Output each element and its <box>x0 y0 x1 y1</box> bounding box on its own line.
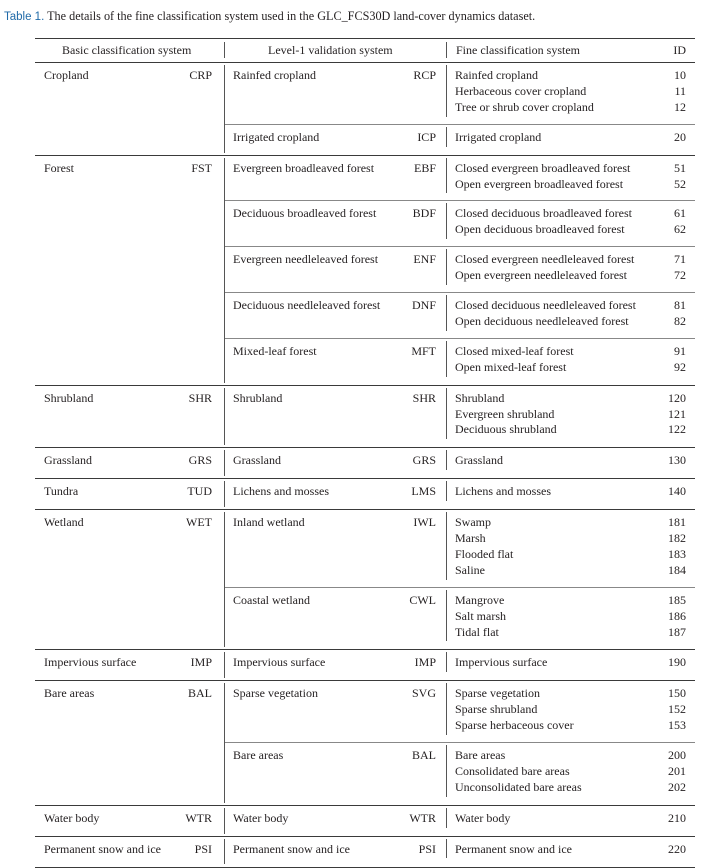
basic-class-name: Bare areas <box>44 686 95 701</box>
fine-class-name: Swamp <box>455 515 491 530</box>
fine-class-id: 122 <box>668 422 686 437</box>
level1-class-code: CWL <box>409 592 436 607</box>
level1-class-name: Shrubland <box>233 390 283 405</box>
subgroup-divider <box>446 808 447 828</box>
header-divider <box>224 42 225 58</box>
fine-class-id: 190 <box>668 655 686 670</box>
fine-class-name: Rainfed cropland <box>455 68 538 82</box>
level1-class-code: SVG <box>411 686 436 701</box>
basic-class-name: Grassland <box>44 453 92 468</box>
basic-class-name: Wetland <box>44 515 84 530</box>
fine-class-name: Salt marsh <box>455 608 506 623</box>
fine-class-name: Grassland <box>455 453 503 468</box>
fine-class-name: Water body <box>455 810 511 825</box>
level1-class-code: BDF <box>412 206 436 221</box>
fine-class-id: 51 <box>674 160 686 175</box>
level1-class-name: Deciduous broadleaved forest <box>233 206 377 221</box>
fine-class-name: Saline <box>455 562 485 577</box>
basic-class-name: Tundra <box>44 484 79 499</box>
subgroup-rule <box>224 338 695 339</box>
level1-class-name: Evergreen broadleaved forest <box>233 160 375 175</box>
group-divider <box>224 388 225 446</box>
subgroup-divider <box>446 203 447 239</box>
subgroup-divider <box>446 341 447 377</box>
level1-class-name: Bare areas <box>233 748 284 762</box>
subgroup-rule <box>224 124 695 125</box>
fine-class-name: Open deciduous broadleaved forest <box>455 222 625 237</box>
fine-class-id: 10 <box>674 68 686 82</box>
fine-class-id: 52 <box>674 176 686 191</box>
level1-class-code: SHR <box>412 390 436 405</box>
fine-class-name: Open deciduous needleleaved forest <box>455 313 629 328</box>
fine-class-name: Open evergreen broadleaved forest <box>455 176 624 191</box>
fine-class-name: Closed mixed-leaf forest <box>455 343 574 358</box>
basic-class-name: Water body <box>44 810 100 825</box>
group-divider <box>224 158 225 383</box>
basic-class-code: FST <box>191 160 212 175</box>
fine-class-id: 92 <box>674 359 686 374</box>
level1-class-name: Water body <box>233 810 289 825</box>
basic-class-code: IMP <box>190 655 212 670</box>
level1-class-code: MFT <box>411 343 436 358</box>
basic-class-code: GRS <box>188 453 212 468</box>
fine-class-name: Tidal flat <box>455 624 499 639</box>
basic-class-name: Permanent snow and ice <box>44 841 161 856</box>
level1-class-code: RCP <box>413 68 436 82</box>
subgroup-rule <box>224 742 695 743</box>
fine-class-id: 130 <box>668 453 686 468</box>
fine-class-name: Closed evergreen broadleaved forest <box>455 160 631 175</box>
fine-class-id: 184 <box>668 562 686 577</box>
basic-class-name: Forest <box>44 160 74 175</box>
level1-class-code: LMS <box>411 484 436 499</box>
level1-class-name: Permanent snow and ice <box>233 841 350 856</box>
fine-class-id: 62 <box>674 222 686 237</box>
fine-class-name: Open evergreen needleleaved forest <box>455 268 628 283</box>
fine-class-name: Closed deciduous needleleaved forest <box>455 298 636 312</box>
subgroup-divider <box>446 512 447 580</box>
basic-class-code: WTR <box>185 810 212 825</box>
level1-class-name: Lichens and mosses <box>233 484 329 499</box>
subgroup-divider <box>446 158 447 194</box>
fine-class-id: 220 <box>668 841 686 856</box>
table-caption-label: Table 1. <box>4 11 45 23</box>
fine-class-id: 182 <box>668 531 686 545</box>
level1-class-code: WTR <box>409 810 436 825</box>
group-divider <box>224 683 225 802</box>
fine-class-id: 20 <box>674 129 686 144</box>
group-rule <box>35 836 695 837</box>
fine-class-id: 11 <box>674 83 686 98</box>
group-rule <box>35 649 695 650</box>
level1-class-name: Irrigated cropland <box>233 129 320 144</box>
level1-class-code: ICP <box>417 129 436 144</box>
level1-class-code: PSI <box>418 841 436 856</box>
fine-class-id: 81 <box>674 298 686 312</box>
group-rule <box>35 867 695 868</box>
fine-class-name: Lichens and mosses <box>455 484 551 499</box>
subgroup-divider <box>446 127 447 147</box>
basic-class-name: Cropland <box>44 68 89 82</box>
subgroup-divider <box>446 652 447 672</box>
level1-class-name: Inland wetland <box>233 515 305 530</box>
fine-class-id: 181 <box>668 515 686 530</box>
group-divider <box>224 65 225 153</box>
level1-class-code: ENF <box>413 252 436 267</box>
basic-class-code: CRP <box>189 68 212 82</box>
fine-class-id: 183 <box>668 546 686 561</box>
fine-class-name: Unconsolidated bare areas <box>455 779 582 794</box>
fine-class-id: 200 <box>668 748 686 762</box>
group-divider <box>224 450 225 476</box>
subgroup-divider <box>446 683 447 735</box>
level1-class-name: Sparse vegetation <box>233 686 318 701</box>
header-rule <box>35 62 695 63</box>
level1-class-name: Deciduous needleleaved forest <box>233 298 381 312</box>
basic-class-name: Impervious surface <box>44 655 137 670</box>
header-fine: Fine classification system <box>456 43 580 57</box>
group-rule <box>35 509 695 510</box>
fine-class-name: Irrigated cropland <box>455 129 542 144</box>
fine-class-name: Herbaceous cover cropland <box>455 83 587 98</box>
fine-class-name: Bare areas <box>455 748 506 762</box>
fine-class-id: 82 <box>674 313 686 328</box>
level1-class-code: EBF <box>413 160 436 175</box>
fine-class-name: Closed deciduous broadleaved forest <box>455 206 632 221</box>
fine-class-id: 202 <box>668 779 686 794</box>
fine-class-id: 121 <box>668 406 686 421</box>
subgroup-divider <box>446 249 447 285</box>
group-rule <box>35 478 695 479</box>
basic-class-code: BAL <box>188 686 212 701</box>
fine-class-name: Sparse shrubland <box>455 702 538 717</box>
fine-class-name: Sparse vegetation <box>455 686 540 701</box>
group-rule <box>35 680 695 681</box>
level1-class-code: BAL <box>412 748 436 762</box>
fine-class-name: Closed evergreen needleleaved forest <box>455 252 635 267</box>
fine-class-name: Deciduous shrubland <box>455 422 557 437</box>
header-level1: Level-1 validation system <box>268 43 393 57</box>
basic-class-code: WET <box>186 515 212 530</box>
subgroup-divider <box>446 590 447 642</box>
fine-class-id: 61 <box>674 206 686 221</box>
header-basic: Basic classification system <box>62 43 192 57</box>
fine-class-id: 150 <box>668 686 686 701</box>
basic-class-code: SHR <box>188 390 212 405</box>
level1-class-code: GRS <box>412 453 436 468</box>
fine-class-name: Sparse herbaceous cover <box>455 718 574 733</box>
header-divider <box>446 42 447 58</box>
fine-class-name: Shrubland <box>455 390 505 405</box>
level1-class-code: IMP <box>414 655 436 670</box>
fine-class-name: Mangrove <box>455 592 505 607</box>
fine-class-id: 72 <box>674 268 686 283</box>
basic-class-name: Shrubland <box>44 390 94 405</box>
level1-class-name: Evergreen needleleaved forest <box>233 252 379 267</box>
level1-class-name: Grassland <box>233 453 281 468</box>
fine-class-name: Consolidated bare areas <box>455 763 570 778</box>
header-id: ID <box>673 43 686 57</box>
level1-class-name: Coastal wetland <box>233 592 310 607</box>
group-divider <box>224 808 225 834</box>
table-caption-text: The details of the fine classification system used in the GLC_FCS30D land-cover dynamics dataset. <box>47 9 536 23</box>
fine-class-name: Evergreen shrubland <box>455 406 555 421</box>
subgroup-divider <box>446 839 447 859</box>
subgroup-rule <box>224 246 695 247</box>
subgroup-divider <box>446 388 447 440</box>
level1-class-name: Rainfed cropland <box>233 68 316 82</box>
fine-class-name: Impervious surface <box>455 655 548 670</box>
group-divider <box>224 652 225 678</box>
fine-class-id: 186 <box>668 608 686 623</box>
fine-class-id: 12 <box>674 99 686 114</box>
level1-class-name: Impervious surface <box>233 655 326 670</box>
fine-class-name: Open mixed-leaf forest <box>455 359 567 374</box>
level1-class-code: IWL <box>413 515 436 530</box>
subgroup-rule <box>224 292 695 293</box>
fine-class-name: Flooded flat <box>455 546 514 561</box>
level1-class-code: DNF <box>411 298 436 312</box>
subgroup-divider <box>446 745 447 797</box>
subgroup-rule <box>224 587 695 588</box>
fine-class-id: 185 <box>668 592 686 607</box>
fine-class-id: 201 <box>668 763 686 778</box>
fine-class-id: 187 <box>668 624 686 639</box>
fine-class-id: 140 <box>668 484 686 499</box>
group-rule <box>35 155 695 156</box>
fine-class-name: Tree or shrub cover cropland <box>455 99 594 114</box>
group-rule <box>35 447 695 448</box>
fine-class-id: 152 <box>668 702 686 717</box>
level1-class-name: Mixed-leaf forest <box>233 343 317 358</box>
subgroup-rule <box>224 200 695 201</box>
fine-class-id: 153 <box>668 718 686 733</box>
group-rule <box>35 385 695 386</box>
group-divider <box>224 512 225 647</box>
group-rule <box>35 805 695 806</box>
fine-class-name: Permanent snow and ice <box>455 841 572 856</box>
subgroup-divider <box>446 481 447 501</box>
fine-class-id: 120 <box>668 390 686 405</box>
fine-class-name: Marsh <box>455 531 486 545</box>
group-divider <box>224 481 225 507</box>
fine-class-id: 71 <box>674 252 686 267</box>
table-top-rule <box>35 38 695 39</box>
subgroup-divider <box>446 65 447 117</box>
subgroup-divider <box>446 450 447 470</box>
fine-class-id: 91 <box>674 343 686 358</box>
table-caption <box>4 9 698 24</box>
basic-class-code: PSI <box>194 841 212 856</box>
group-divider <box>224 839 225 865</box>
basic-class-code: TUD <box>187 484 212 499</box>
fine-class-id: 210 <box>668 810 686 825</box>
subgroup-divider <box>446 295 447 331</box>
